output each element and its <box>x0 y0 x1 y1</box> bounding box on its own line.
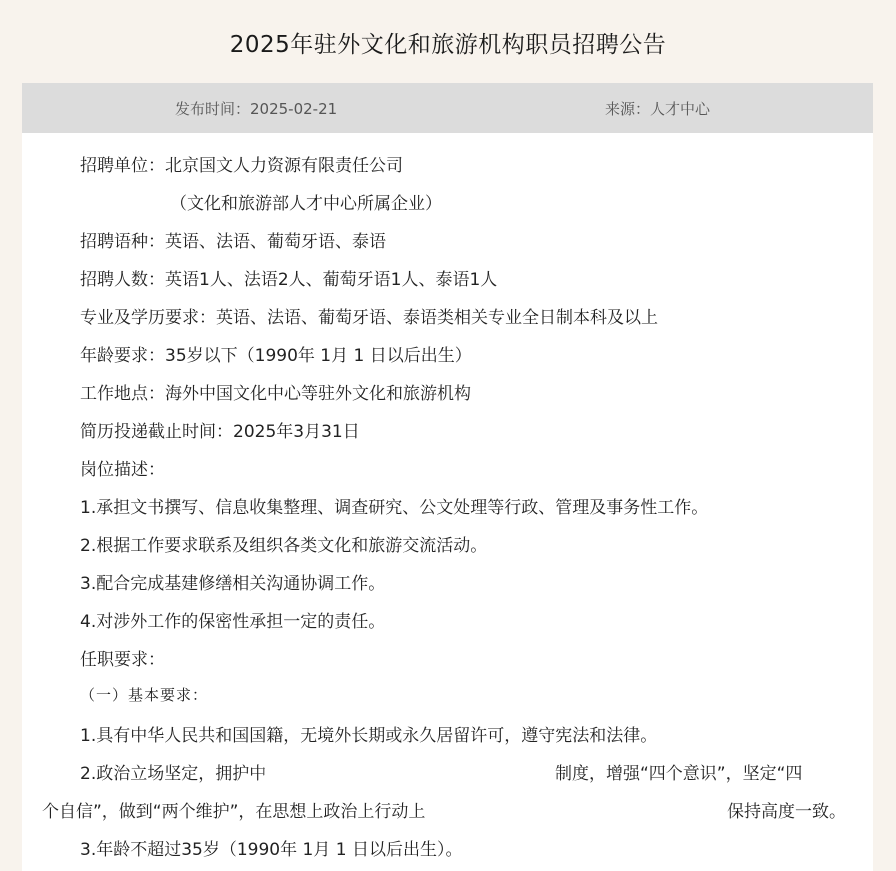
page-title: 2025年驻外文化和旅游机构职员招聘公告 <box>229 32 667 58</box>
recruiting-unit: 招聘单位：北京国文人力资源有限责任公司 <box>80 156 403 176</box>
education-requirement: 专业及学历要求：英语、法语、葡萄牙语、泰语类相关专业全日制本科及以上 <box>80 308 658 328</box>
requirements-heading: 任职要求： <box>80 650 165 670</box>
recruiting-unit-note: （文化和旅游部人才中心所属企业） <box>170 194 442 214</box>
requirement-2-line2-start: 个自信”，做到“两个维护”，在思想上政治上行动上 <box>42 802 426 822</box>
duty-item: 2.根据工作要求联系及组织各类文化和旅游交流活动。 <box>80 536 488 556</box>
requirement-2-line1-start: 2.政治立场坚定，拥护中 <box>80 764 267 784</box>
age-requirement: 年龄要求：35岁以下（1990年 1月 1 日以后出生） <box>80 346 472 366</box>
article-body <box>22 133 873 871</box>
work-location: 工作地点：海外中国文化中心等驻外文化和旅游机构 <box>80 384 471 404</box>
duty-item: 4.对涉外工作的保密性承担一定的责任。 <box>80 612 386 632</box>
publish-date: 发布时间：2025-02-21 <box>175 100 338 118</box>
duties-heading: 岗位描述： <box>80 460 165 480</box>
source-label: 来源：人才中心 <box>605 100 711 118</box>
languages: 招聘语种：英语、法语、葡萄牙语、泰语 <box>80 232 386 252</box>
requirement-2-line1-end: 制度，增强“四个意识”，坚定“四 <box>555 764 803 784</box>
duty-item: 3.配合完成基建修缮相关沟通协调工作。 <box>80 574 386 594</box>
headcount: 招聘人数：英语1人、法语2人、葡萄牙语1人、泰语1人 <box>80 270 498 290</box>
application-deadline: 简历投递截止时间：2025年3月31日 <box>80 422 360 442</box>
redaction-mark <box>270 757 550 781</box>
requirement-item: 1.具有中华人民共和国国籍，无境外长期或永久居留许可，遵守宪法和法律。 <box>80 726 658 746</box>
requirement-2-line2-end: 保持高度一致。 <box>727 802 846 822</box>
requirement-item: 3.年龄不超过35岁（1990年 1月 1 日以后出生）。 <box>80 840 463 860</box>
basic-requirements-heading: （一）基本要求： <box>80 686 209 704</box>
meta-bar <box>22 83 873 133</box>
duty-item: 1.承担文书撰写、信息收集整理、调查研究、公文处理等行政、管理及事务性工作。 <box>80 498 709 518</box>
redaction-mark <box>477 795 723 819</box>
